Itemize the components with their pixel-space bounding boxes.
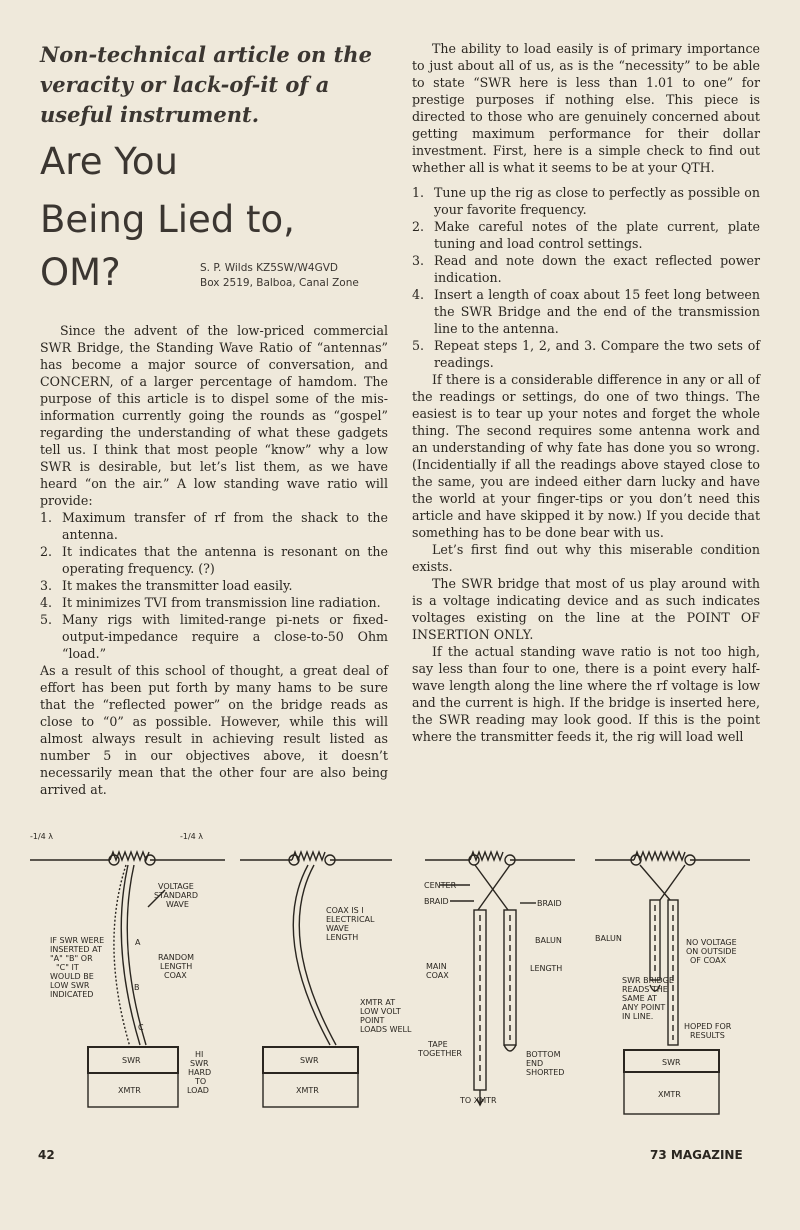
f2-label: LOADS WELL: [360, 1025, 412, 1034]
f3-label: BOTTOM: [526, 1050, 561, 1059]
f1-label: INDICATED: [50, 990, 94, 999]
f3-label: COAX: [426, 971, 449, 980]
f4-label: RESULTS: [690, 1031, 725, 1040]
list-item: 5. Many rigs with limited-range pi-nets or fixed-output-impedance require a close-to-50 Ohm “load.”: [40, 612, 388, 661]
f1-label: WAVE: [166, 900, 189, 909]
f1-label: LOAD: [187, 1086, 209, 1095]
quarter-wave-label-right: -1/4 λ: [180, 832, 204, 841]
list-item: 5. Repeat steps 1, 2, and 3. Compare the two sets of readings.: [412, 338, 760, 370]
f3-label: TAPE: [428, 1040, 448, 1049]
f3-label: TOGETHER: [418, 1049, 462, 1058]
bridge-paragraph: The SWR bridge that most of us play around with is a voltage indicating device and as such indicates voltages existing on the line at the POINT OF INSERTION ONLY.: [412, 576, 760, 642]
f4-label: READS THE: [622, 985, 668, 994]
steps-list: [412, 184, 760, 371]
f1-label: WOULD BE: [50, 972, 94, 981]
f3-label: TO XMTR: [460, 1096, 497, 1105]
right-column: [412, 40, 760, 745]
article-title-line-3: OM?: [40, 251, 121, 294]
f1-label: COAX: [164, 971, 187, 980]
f2-label: WAVE: [326, 924, 349, 933]
f3-label: CENTER: [424, 881, 457, 890]
f1-label: C: [138, 1023, 144, 1032]
f4-label: ON OUTSIDE: [686, 947, 737, 956]
magazine-name: 73 MAGAZINE: [650, 1148, 743, 1162]
benefits-list: [40, 509, 388, 662]
f1-label: B: [134, 983, 140, 992]
f2-label: POINT: [360, 1016, 385, 1025]
antenna-diagrams-figure: [30, 825, 780, 1125]
f1-label: STANDARD: [154, 891, 199, 900]
f1-label: INSERTED AT: [50, 945, 102, 954]
f4-swr-box-label: SWR: [662, 1058, 681, 1067]
antenna-diagrams-svg: [30, 825, 780, 1125]
f4-label: HOPED FOR: [684, 1022, 732, 1031]
list-item: 1. Maximum transfer of rf from the shack to the antenna.: [40, 510, 388, 542]
f4-label: SWR BRIDGE: [622, 976, 674, 985]
f3-label: BRAID: [537, 899, 562, 908]
f3-label: BRAID: [424, 897, 449, 906]
f3-label: SHORTED: [526, 1068, 565, 1077]
f1-swr-box-label: SWR: [122, 1056, 141, 1065]
miserable-paragraph: Let’s first find out why this miserable condition exists.: [412, 542, 760, 574]
article-lead: Non-technical article on the veracity or lack-of-it of a useful instrument.: [40, 42, 372, 127]
f3-label: LENGTH: [530, 964, 563, 973]
result-paragraph: As a result of this school of thought, a great deal of effort has been put forth by many hams to be sure that the “reflected power” on the bridge reads as close to “0” as possible. However, while this will almost always result in achieving result listed as number 5 in our objectives above, it doesn’t necessarily mean that the other four are also being arrived at.: [40, 663, 388, 797]
f4-xmtr-box-label: XMTR: [658, 1090, 681, 1099]
list-item: 1. Tune up the rig as close to perfectly as possible on your favorite frequency.: [412, 185, 760, 217]
intro-paragraph: Since the advent of the low-priced commercial SWR Bridge, the Standing Wave Ratio of “antennas” has become a major source of conversation, and CONCERN, of a larger percentage of hamdom. The purpose of this article is to dispel some of the mis-information currently going the rounds as “gospel” regarding the understanding of what these gadgets tell us. I think that most people “know” why a low SWR is desirable, but let’s list them, as we have heard “on the air.” A low standing wave ratio will provide:: [40, 323, 388, 508]
list-item: 2. Make careful notes of the plate current, plate tuning and load control settings.: [412, 219, 760, 251]
diagram-electrical-wave-length: [240, 852, 392, 1107]
f2-label: ELECTRICAL: [326, 915, 375, 924]
list-item: 3. It makes the transmitter load easily.: [40, 578, 293, 593]
f3-label: END: [526, 1059, 544, 1068]
f2-xmtr-box-label: XMTR: [296, 1086, 319, 1095]
author-address: Box 2519, Balboa, Canal Zone: [200, 277, 359, 289]
f2-label: COAX IS I: [326, 906, 364, 915]
f1-xmtr-box-label: XMTR: [118, 1086, 141, 1095]
f4-label: IN LINE.: [622, 1012, 654, 1021]
f1-label: "A" "B" OR: [50, 954, 93, 963]
f1-label: IF SWR WERE: [50, 936, 105, 945]
f3-label: BALUN: [535, 936, 562, 945]
author: S. P. Wilds KZ5SW/W4GVD: [200, 262, 338, 274]
f2-label: LENGTH: [326, 933, 359, 942]
f4-label: OF COAX: [690, 956, 727, 965]
f1-label: A: [135, 938, 141, 947]
f4-label: BALUN: [595, 934, 622, 943]
f2-label: XMTR AT: [360, 998, 396, 1007]
f3-label: MAIN: [426, 962, 447, 971]
article-title-line-2: Being Lied to,: [40, 198, 295, 241]
f2-label: LOW VOLT: [360, 1007, 401, 1016]
f1-label: HI: [195, 1050, 204, 1059]
difference-paragraph: If there is a considerable difference in any or all of the readings or settings, do one of two things. The easiest is to tear up your notes and forget the whole thing. The second requires some antenna work and an understanding of why fate has done you so wrong. (Incidentially if all the readings above stayed close to the same, you are indeed either darn lucky and have the world at your finger-tips or you don’t need this article and have skipped it by now.) If you decide that something has to be done bear with us.: [412, 372, 760, 540]
f1-label: "C" IT: [56, 963, 79, 972]
list-item: 4. Insert a length of coax about 15 feet long between the SWR Bridge and the end of the transmission line to the antenna.: [412, 287, 760, 336]
f1-label: RANDOM: [158, 953, 195, 962]
byline: [200, 261, 400, 291]
f1-label: TO: [195, 1077, 207, 1086]
article-title-line-1: Are You: [40, 140, 179, 183]
left-column: [40, 322, 388, 798]
f4-label: NO VOLTAGE: [686, 938, 737, 947]
f1-label: SWR: [190, 1059, 209, 1068]
page-number: 42: [38, 1148, 55, 1162]
f4-label: ANY POINT: [622, 1003, 666, 1012]
list-item: 3. Read and note down the exact reflected power indication.: [412, 253, 760, 285]
f1-label: LENGTH: [160, 962, 193, 971]
f1-label: LOW SWR: [50, 981, 90, 990]
f2-swr-box-label: SWR: [300, 1056, 319, 1065]
f1-label: VOLTAGE: [158, 882, 194, 891]
f1-label: HARD: [188, 1068, 212, 1077]
f4-label: SAME AT: [622, 994, 657, 1003]
standing-wave-paragraph: If the actual standing wave ratio is not too high, say less than four to one, there is a point every half-wave length along the line where the rf voltage is low and the current is high. If the bridge is inserted here, the SWR reading may look good. If this is the point where the transmitter feeds it, the rig will load well: [412, 644, 760, 744]
ability-paragraph: The ability to load easily is of primary importance to just about all of us, as is the “necessity” to be able to state “SWR here is less than 1.01 to one” for prestige purposes if nothing else. This piece is directed to those who are genuinely concerned about getting maximum performance for their dollar investment. First, here is a simple check to find out whether all is what it seems to be at your QTH.: [412, 41, 760, 175]
list-item: 4. It minimizes TVI from transmission line radiation.: [40, 595, 381, 610]
list-item: 2. It indicates that the antenna is resonant on the operating frequency. (?): [40, 544, 388, 576]
quarter-wave-label-left: -1/4 λ: [30, 832, 54, 841]
